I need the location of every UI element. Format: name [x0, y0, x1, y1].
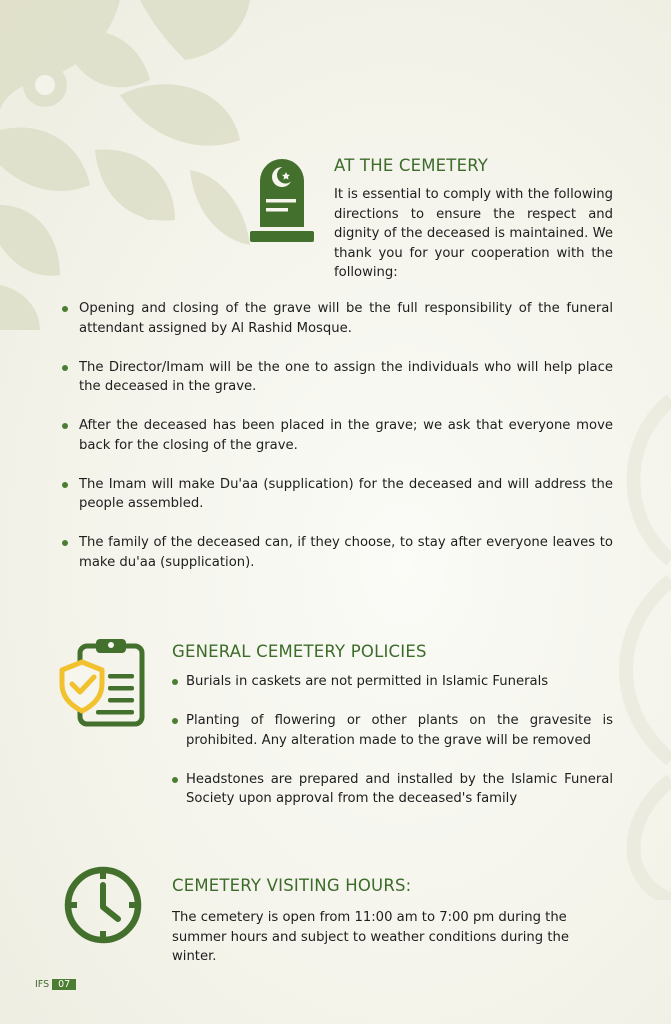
- bullet-icon: [62, 423, 68, 429]
- list-item: Headstones are prepared and installed by the Islamic Funeral Society upon approval from the deceased's family: [172, 770, 613, 809]
- list-item: Planting of flowering or other plants on the gravesite is prohibited. Any alteration made to the grave will be removed: [172, 711, 613, 750]
- footer-org: IFS: [35, 979, 50, 990]
- section-title-visiting-hours: CEMETERY VISITING HOURS:: [172, 876, 412, 895]
- section-intro: It is essential to comply with the following directions to ensure the respect and dignity of the deceased is maintained. We thank you for your cooperation with the following:: [334, 187, 613, 280]
- cemetery-policies-list: [172, 672, 613, 809]
- clipboard-shield-check-icon: [58, 636, 148, 728]
- list-item: Burials in caskets are not permitted in Islamic Funerals: [172, 672, 613, 692]
- list-item: The family of the deceased can, if they choose, to stay after everyone leaves to make du'aa (supplication).: [62, 533, 613, 572]
- bullet-icon: [62, 365, 68, 371]
- page-footer: [35, 979, 76, 990]
- list-item: After the deceased has been placed in the grave; we ask that everyone move back for the closing of the grave.: [62, 416, 613, 455]
- bullet-icon: [172, 718, 178, 724]
- gravestone-crescent-icon: [250, 157, 314, 243]
- bullet-icon: [172, 777, 178, 783]
- section-title-at-the-cemetery: AT THE CEMETERY: [334, 156, 489, 175]
- section-title-general-policies: GENERAL CEMETERY POLICIES: [172, 642, 427, 661]
- visiting-hours-text: The cemetery is open from 11:00 am to 7:00 pm during the summer hours and subject to weather conditions during the winter.: [172, 910, 569, 964]
- list-item: The Director/Imam will be the one to assign the individuals who will help place the deceased in the grave.: [62, 358, 613, 397]
- list-item: The Imam will make Du'aa (supplication) for the deceased and will address the people assembled.: [62, 475, 613, 514]
- cemetery-directions-list: [62, 299, 613, 572]
- list-item: Opening and closing of the grave will be the full responsibility of the funeral attendant assigned by Al Rashid Mosque.: [62, 299, 613, 338]
- clock-icon: [63, 865, 143, 945]
- bullet-icon: [62, 540, 68, 546]
- bullet-icon: [172, 679, 178, 685]
- bullet-icon: [62, 306, 68, 312]
- bullet-icon: [62, 482, 68, 488]
- page-number: 07: [52, 979, 76, 990]
